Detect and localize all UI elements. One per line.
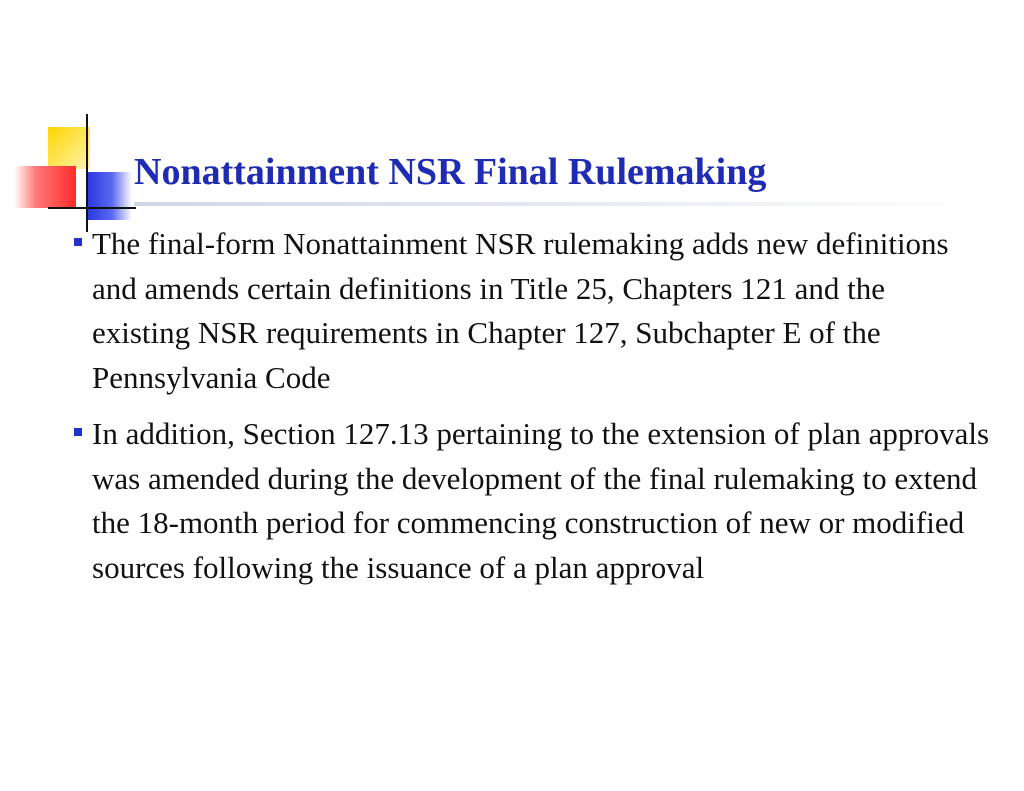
bullet-list (70, 222, 990, 602)
slide-title: Nonattainment NSR Final Rulemaking (134, 151, 767, 193)
red-square-decoration (14, 166, 76, 208)
bullet-item (70, 222, 990, 400)
title-underline (134, 202, 994, 206)
square-bullet-icon (74, 428, 82, 436)
bullet-text: In addition, Section 127.13 pertaining to the extension of plan approvals was amended during the development of the final rulemaking to extend the 18-month period for commencing construction of new or modified sources following the issuance of a plan approval (92, 416, 990, 585)
bullet-text: The final-form Nonattainment NSR rulemaking adds new definitions and amends certain definitions in Title 25, Chapters 121 and the existing NSR requirements in Chapter 127, Subchapter E of the Pennsylvania Code (92, 226, 949, 395)
blue-square-decoration (88, 172, 132, 220)
yellow-square-decoration (48, 127, 90, 169)
vertical-line-decoration (86, 114, 88, 232)
bullet-item (70, 412, 990, 590)
horizontal-line-decoration (48, 207, 136, 209)
square-bullet-icon (74, 238, 82, 246)
